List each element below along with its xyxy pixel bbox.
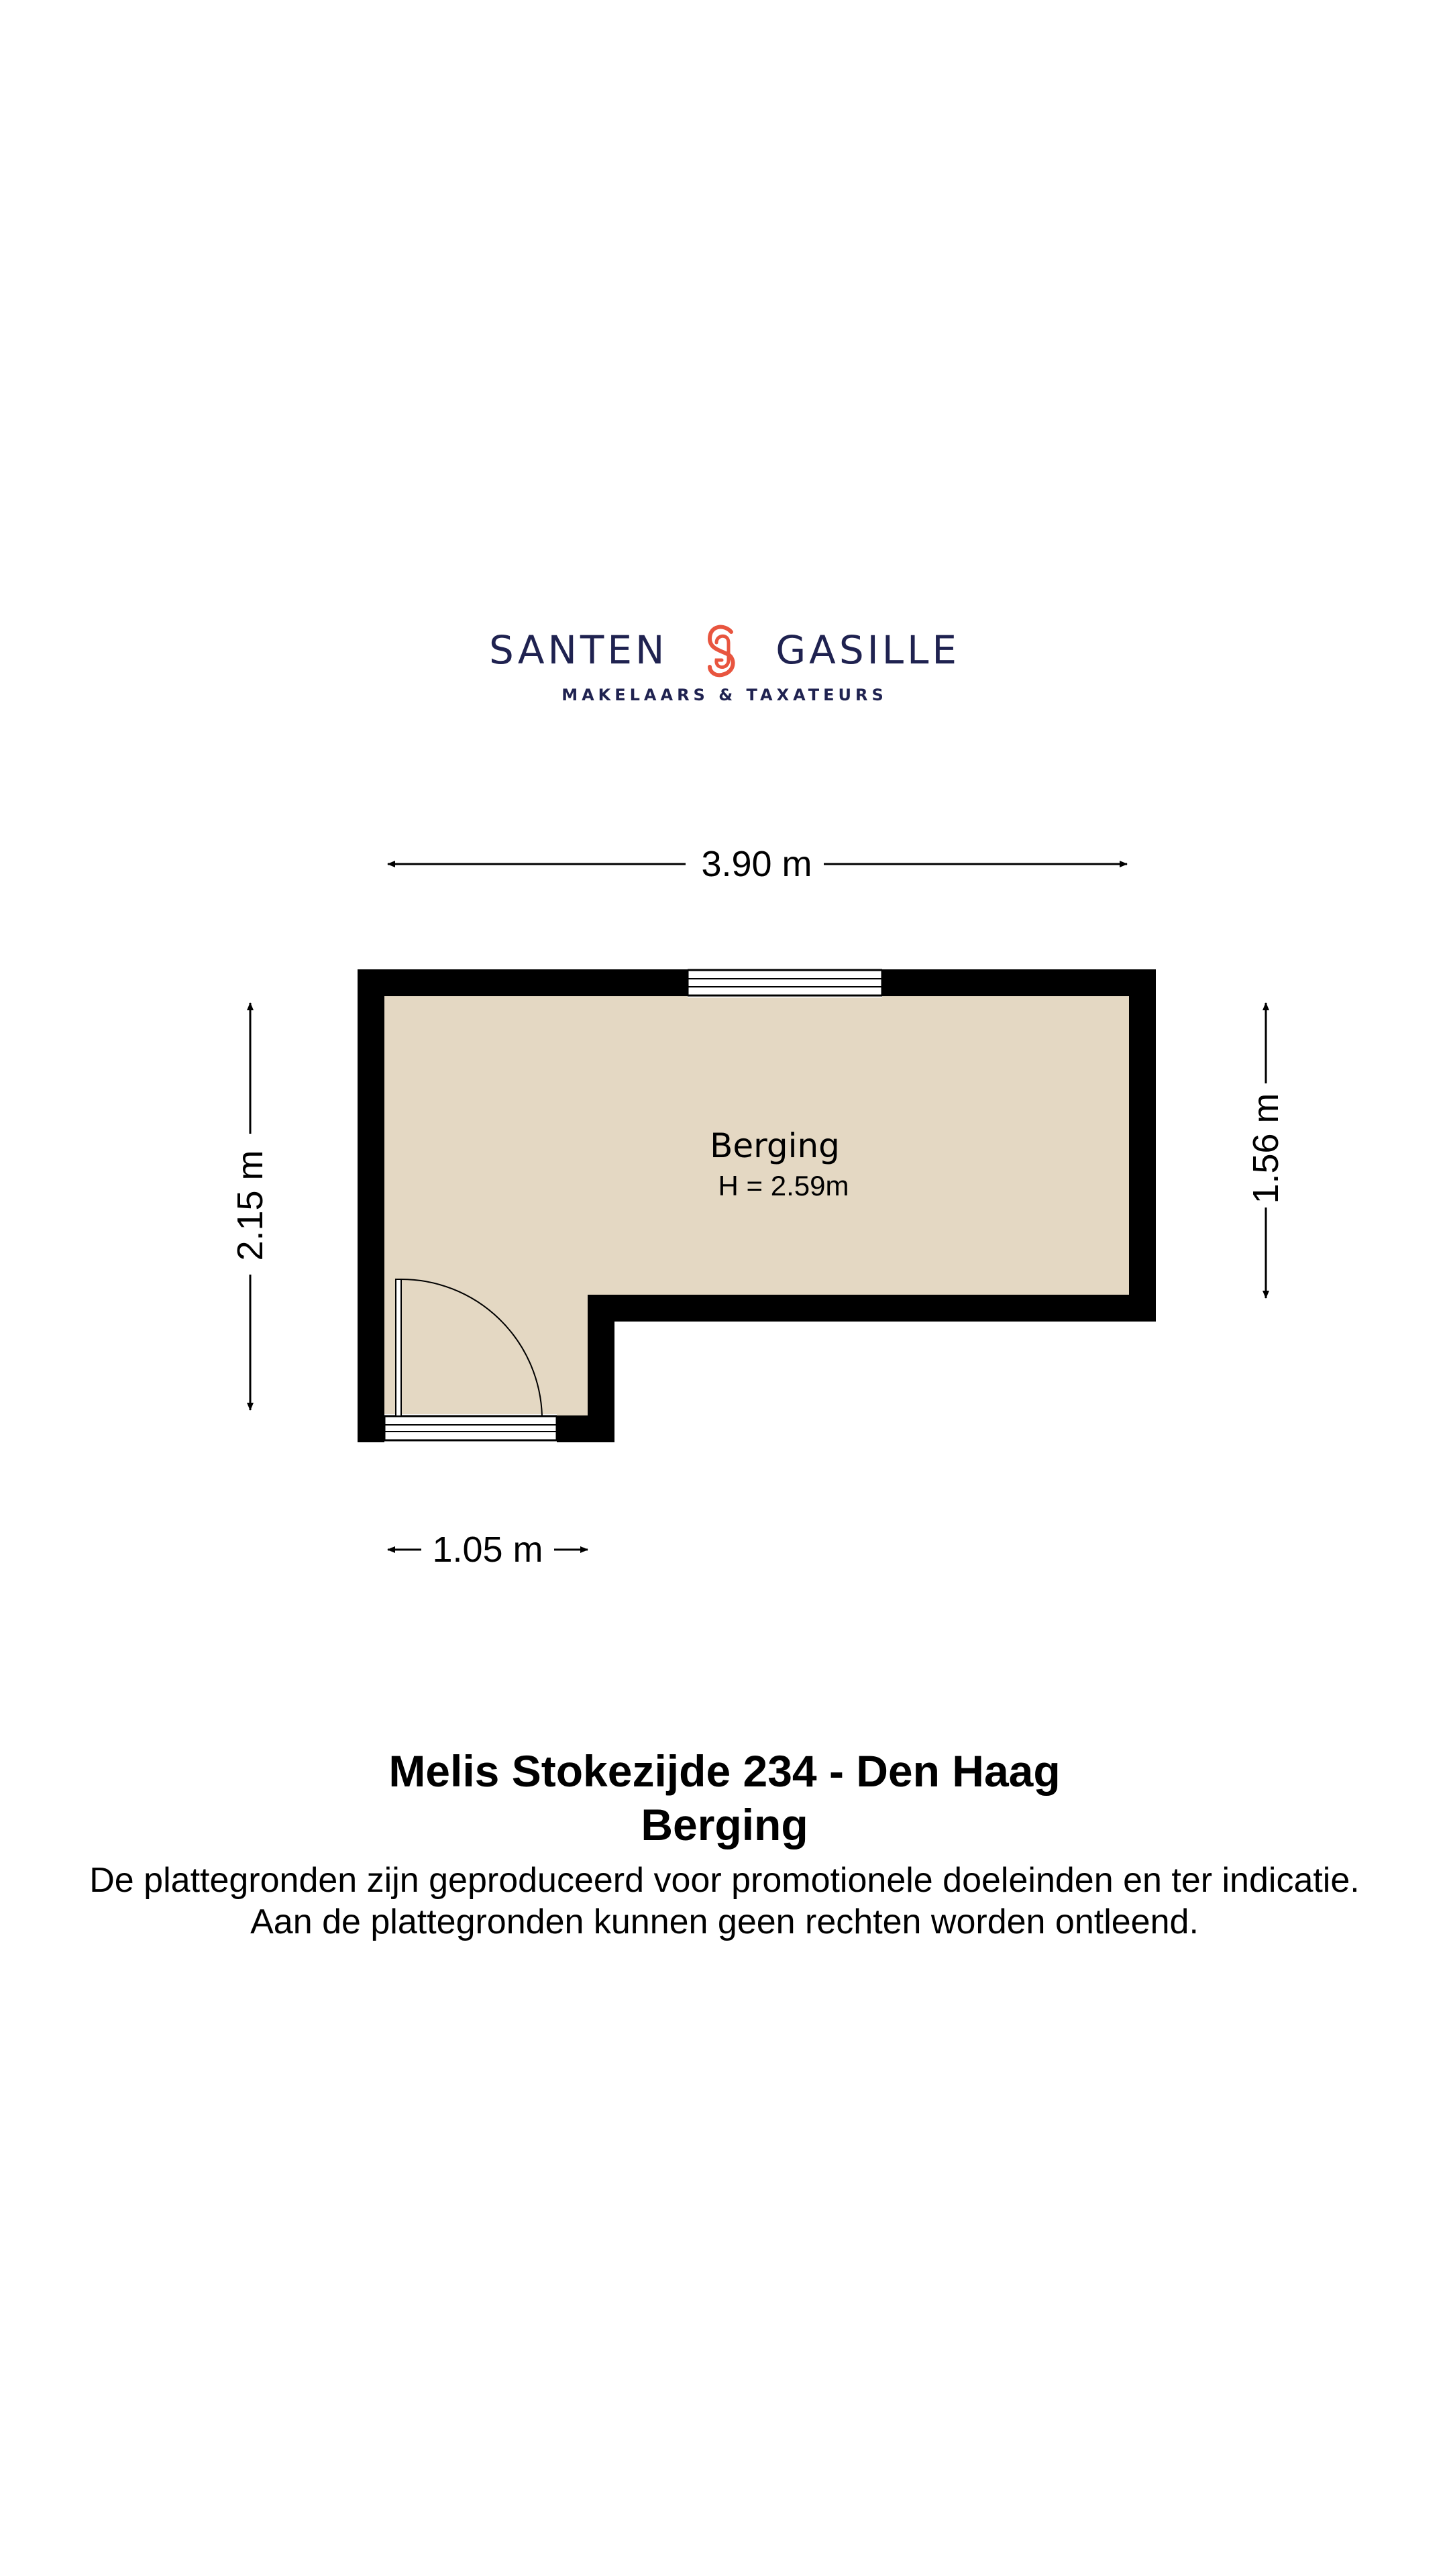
room-height-label: H = 2.59m: [718, 1170, 849, 1201]
dimension-top: [388, 844, 1127, 884]
property-address: Melis Stokezijde 234 - Den Haag: [388, 1746, 1061, 1796]
disclaimer-line-1: De plattegronden zijn geproduceerd voor promotionele doeleinden en ter indicatie.: [89, 1861, 1360, 1900]
plan-caption: [0, 1744, 1449, 1943]
dimension-left: [230, 1003, 270, 1410]
door-opening: [384, 1414, 557, 1444]
dimension-right: [1246, 1003, 1286, 1298]
dimension-left-label: 2.15 m: [230, 1150, 270, 1261]
window-top: [688, 968, 882, 998]
disclaimer-line-2: Aan de plattegronden kunnen geen rechten worden ontleend.: [250, 1902, 1199, 1941]
logo-tagline: MAKELAARS & TAXATEURS: [561, 686, 888, 704]
logo-brand-right: GASILLE: [775, 627, 961, 674]
room-floor: [384, 996, 1129, 1415]
logo-brand-left: SANTEN: [488, 627, 668, 674]
disclaimer: [0, 1860, 1449, 1943]
room-label: Berging: [710, 1126, 840, 1165]
dimension-top-label: 3.90 m: [701, 844, 812, 884]
floor-name: Berging: [641, 1800, 808, 1849]
dimension-right-label: 1.56 m: [1246, 1093, 1286, 1204]
dimension-bottom: [388, 1529, 588, 1570]
dimension-bottom-label: 1.05 m: [432, 1529, 543, 1570]
